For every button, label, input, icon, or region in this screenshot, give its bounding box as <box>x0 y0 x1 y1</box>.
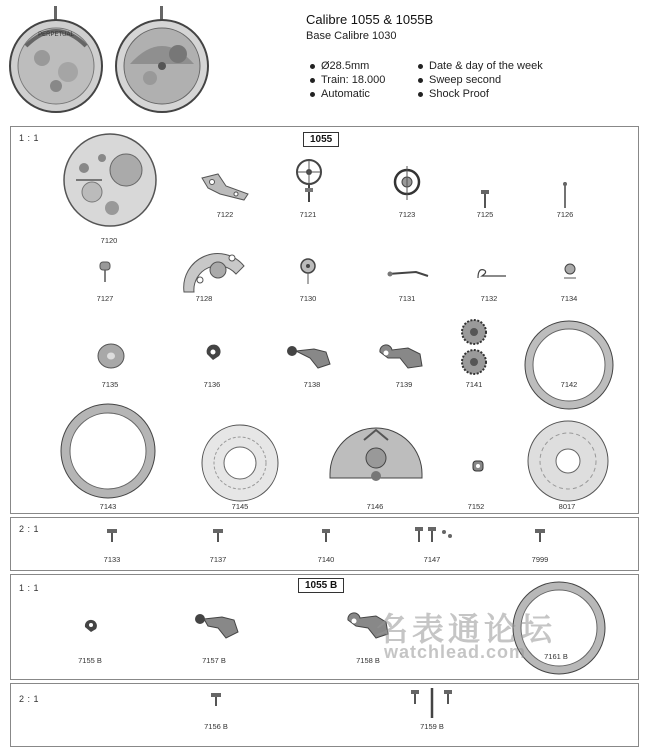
part-number: 7157 B <box>202 656 226 665</box>
spec-shock-proof: Shock Proof <box>418 88 489 100</box>
stem-part <box>560 182 570 208</box>
part-number: 7142 <box>560 380 578 389</box>
lever-part <box>194 612 242 640</box>
part-number: 7139 <box>395 380 413 389</box>
part-number: 7133 <box>103 555 121 564</box>
lever-part <box>286 344 334 370</box>
balance-wheel-part <box>392 166 422 200</box>
screw-part <box>534 528 546 542</box>
part-number: 8017 <box>558 502 576 511</box>
large-ring-part <box>58 402 158 500</box>
date-disc-small-part <box>96 342 126 370</box>
spec-automatic: Automatic <box>310 88 370 100</box>
part-number: 7141 <box>465 380 483 389</box>
screw-part <box>480 190 490 208</box>
part-number: 7131 <box>398 294 416 303</box>
part-number: 7999 <box>531 555 549 564</box>
bridge-part <box>200 172 250 202</box>
gear-pair-part <box>456 318 492 376</box>
spec-train: Train: 18.000 <box>310 74 385 86</box>
movement-dial-side-image <box>6 6 106 114</box>
main-plate-part <box>62 130 158 230</box>
screw-set-part <box>414 526 454 544</box>
part-number: 7138 <box>303 380 321 389</box>
watermark-en: watchlead.com <box>384 642 527 662</box>
spring-part <box>474 266 508 282</box>
part-number: 7152 <box>467 502 485 511</box>
spec-date-day: Date & day of the week <box>418 60 543 72</box>
part-number: 7123 <box>398 210 416 219</box>
casing-ring-part <box>522 318 616 412</box>
day-disc-part <box>200 424 280 502</box>
scale-label: 1 : 1 <box>19 133 40 143</box>
part-number: 7135 <box>101 380 119 389</box>
part-number: 7145 <box>231 502 249 511</box>
part-number: 7155 B <box>78 656 102 665</box>
screw-part <box>212 528 224 542</box>
watermark-cn: 名表通论坛 <box>376 611 557 647</box>
part-number: 7146 <box>366 502 384 511</box>
calendar-bridge-part <box>178 236 250 298</box>
part-number: 7125 <box>476 210 494 219</box>
base-calibre: Base Calibre 1030 <box>306 30 397 42</box>
scale-label: 2 : 1 <box>19 694 40 704</box>
part-number: 7147 <box>423 555 441 564</box>
screw-set-part <box>410 688 454 718</box>
scale-label: 2 : 1 <box>19 524 40 534</box>
part-number: 7122 <box>216 210 234 219</box>
part-number: 7158 B <box>356 656 380 665</box>
part-number: 7126 <box>556 210 574 219</box>
screw-part <box>106 528 118 542</box>
part-number: 7137 <box>209 555 227 564</box>
part-number: 7128 <box>195 294 213 303</box>
lever-part-b <box>378 344 426 370</box>
svg-text:PERPETUAL: PERPETUAL <box>38 32 74 38</box>
screw-part <box>320 528 332 542</box>
part-number: 7132 <box>480 294 498 303</box>
part-number: 7120 <box>100 236 118 245</box>
part-number: 7127 <box>96 294 114 303</box>
part-number: 7136 <box>203 380 221 389</box>
rotor-part <box>328 414 424 498</box>
wheel-part <box>294 158 324 204</box>
calibre-tag-1055b: 1055 B <box>298 578 344 593</box>
small-wheel-part <box>298 256 318 284</box>
part-number: 7121 <box>299 210 317 219</box>
movement-rotor-side-image <box>112 6 212 114</box>
part-number: 7134 <box>560 294 578 303</box>
part-number: 7156 B <box>204 722 228 731</box>
pinion-part <box>98 260 112 282</box>
calibre-tag-1055: 1055 <box>303 132 339 147</box>
small-bushing-part <box>472 460 484 472</box>
part-number: 7161 B <box>544 652 568 661</box>
screw-part <box>210 692 222 706</box>
weekday-disc-part <box>526 420 610 502</box>
cam-part <box>82 618 100 634</box>
calibre-title: Calibre 1055 & 1055B <box>306 12 434 27</box>
part-number: 7159 B <box>420 722 444 731</box>
scale-label: 1 : 1 <box>19 583 40 593</box>
spec-diameter: Ø28.5mm <box>310 60 369 72</box>
spring-lever-part <box>386 266 430 280</box>
jewel-part <box>562 262 578 282</box>
plate-screws-2x-b <box>10 683 639 747</box>
part-number: 7143 <box>99 502 117 511</box>
spec-sweep-second: Sweep second <box>418 74 501 86</box>
cam-part <box>204 344 222 362</box>
part-number: 7140 <box>317 555 335 564</box>
part-number: 7130 <box>299 294 317 303</box>
